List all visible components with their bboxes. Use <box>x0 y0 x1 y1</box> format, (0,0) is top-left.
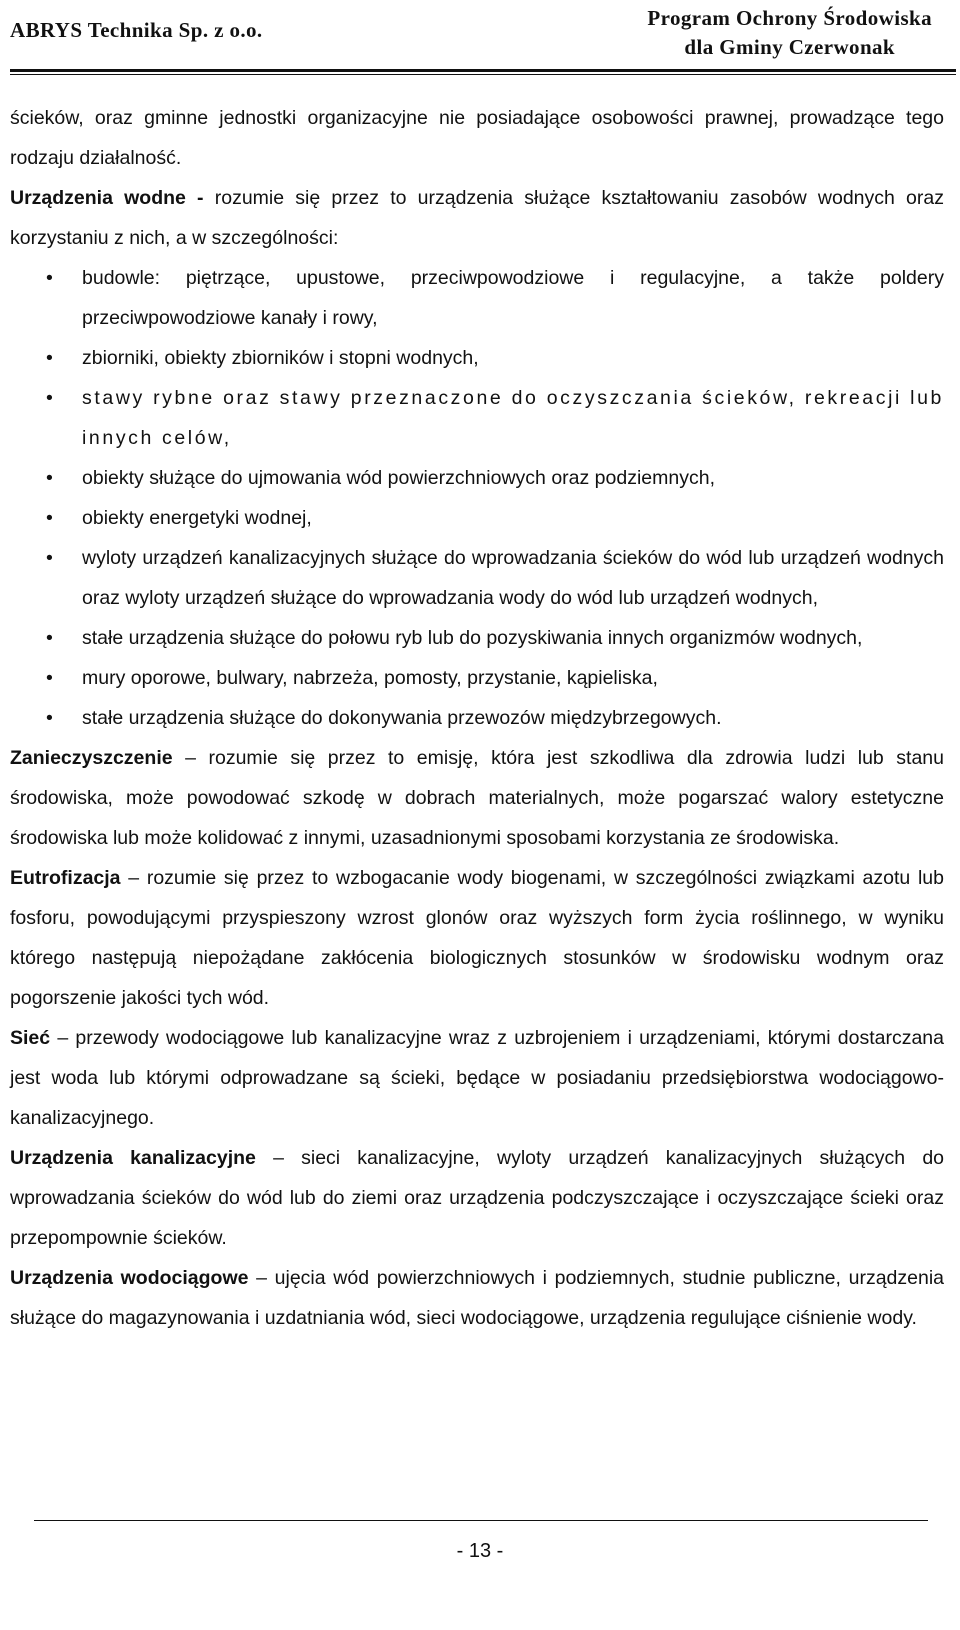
company-name: ABRYS Technika Sp. z o.o. <box>10 18 263 42</box>
list-item: • mury oporowe, bulwary, nabrzeża, pomosty, przystanie, kąpieliska, <box>10 658 944 698</box>
program-title-line2: dla Gminy Czerwonak <box>684 35 895 59</box>
list-item: • stałe urządzenia służące do dokonywania przewozów międzybrzegowych. <box>10 698 944 738</box>
list-item: • wyloty urządzeń kanalizacyjnych służące do wprowadzania ścieków do wód lub urządzeń wodnych oraz wyloty urządzeń służące do wprowadzania wody do wód lub urządzeń wodnych, <box>10 538 944 618</box>
document-body <box>10 98 944 1338</box>
bullet-icon: • <box>46 267 53 289</box>
bullet-icon: • <box>46 387 56 409</box>
bullet-icon: • <box>46 667 53 689</box>
definition-text: – rozumie się przez to wzbogacanie wody biogenami, w szczególności związkami azotu lub fosforu, powodującymi przyspieszony wzrost glonów oraz wyższych form życia roślinnego, w wyniku którego następują niepożądane zakłócenia biologicznych stosunków w środowisku wodnym oraz pogorszenie jakości tych wód. <box>10 867 944 1009</box>
footer-rule <box>34 1520 928 1521</box>
bullet-icon: • <box>46 507 53 529</box>
definition-term: Sieć <box>10 1027 51 1049</box>
definition-term: Urządzenia wodociągowe <box>10 1267 249 1289</box>
bullet-icon: • <box>46 467 53 489</box>
definition-term: Urządzenia kanalizacyjne <box>10 1147 256 1169</box>
bullet-icon: • <box>46 707 53 729</box>
definition-term: Urządzenia wodne - <box>10 187 204 209</box>
bullet-icon: • <box>46 347 53 369</box>
definition-zanieczyszczenie <box>10 738 944 858</box>
program-title <box>647 4 932 62</box>
definition-eutrofizacja <box>10 858 944 1018</box>
list-item: • budowle: piętrzące, upustowe, przeciwpowodziowe i regulacyjne, a także poldery przeciwpowodziowe kanały i rowy, <box>10 258 944 338</box>
definition-text: – ujęcia wód powierzchniowych i podziemnych, studnie publiczne, urządzenia służące do magazynowania i uzdatniania wód, sieci wodociągowe, urządzenia regulujące ciśnienie wody. <box>10 1267 944 1329</box>
header-rule-thick <box>10 69 956 72</box>
bullet-icon: • <box>46 627 53 649</box>
page-number: - 13 - <box>456 1540 504 1562</box>
urzadzenia-wodne-list <box>10 258 944 738</box>
definition-siec <box>10 1018 944 1138</box>
definition-text: – rozumie się przez to emisję, która jest szkodliwa dla zdrowia ludzi lub stanu środowiska, może powodować szkodę w dobrach materialnych, może pogarszać walory estetyczne środowiska lub może kolidować z innymi, uzasadnionymi sposobami korzystania ze środowiska. <box>10 747 944 849</box>
definition-urzadzenia-wodociagowe <box>10 1258 944 1338</box>
definition-text: rozumie się przez to urządzenia służące kształtowaniu zasobów wodnych oraz korzystaniu z nich, a w szczególności: <box>10 187 944 249</box>
definition-text: – sieci kanalizacyjne, wyloty urządzeń kanalizacyjnych służących do wprowadzania ścieków do wód lub do ziemi oraz urządzenia podczyszczające i oczyszczające ścieki oraz przepompownie ścieków. <box>10 1147 945 1249</box>
bullet-icon: • <box>46 547 53 569</box>
intro-paragraph: ścieków, oraz gminne jednostki organizacyjne nie posiadające osobowości prawnej, prowadzące tego rodzaju działalność. <box>10 107 944 169</box>
list-item: • stałe urządzenia służące do połowu ryb lub do pozyskiwania innych organizmów wodnych, <box>10 618 944 658</box>
list-item: • stawy rybne oraz stawy przeznaczone do oczyszczania ścieków, rekreacji lub innych celów, <box>10 378 944 458</box>
list-item: • obiekty energetyki wodnej, <box>10 498 944 538</box>
definition-text: – przewody wodociągowe lub kanalizacyjne wraz z uzbrojeniem i urządzeniami, którymi dostarczana jest woda lub którymi odprowadzane są ścieki, będące w posiadaniu przedsiębiorstwa wodociągowo-kanalizacyjnego. <box>10 1027 944 1129</box>
definition-urzadzenia-wodne <box>10 178 944 258</box>
program-title-line1: Program Ochrony Środowiska <box>647 6 932 30</box>
list-item: • obiekty służące do ujmowania wód powierzchniowych oraz podziemnych, <box>10 458 944 498</box>
definition-urzadzenia-kanalizacyjne <box>10 1138 944 1258</box>
header-rule-thin <box>10 74 956 75</box>
page-header <box>0 0 960 72</box>
definition-term: Eutrofizacja <box>10 867 121 889</box>
definition-term: Zanieczyszczenie <box>10 747 173 769</box>
list-item: • zbiorniki, obiekty zbiorników i stopni wodnych, <box>10 338 944 378</box>
